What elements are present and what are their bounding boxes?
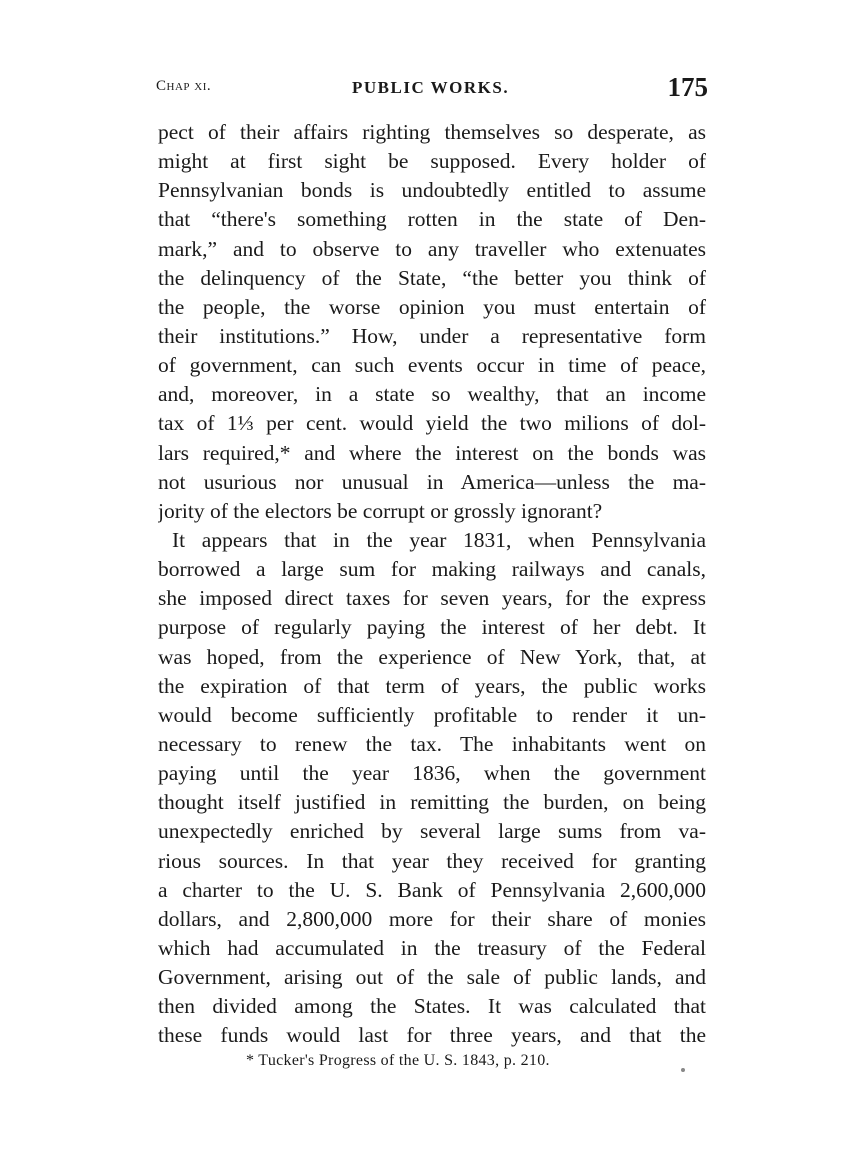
text-line: necessary to renew the tax. The inhabitants went on [158, 731, 706, 756]
chapter-label: Chap xi. [156, 78, 212, 94]
print-speck [681, 1068, 685, 1072]
text-line: she imposed direct taxes for seven years, for the express [158, 586, 706, 611]
body-text [158, 118, 706, 1051]
text-line: might at first sight be supposed. Every holder of [158, 149, 706, 174]
text-line: not usurious nor unusual in America—unless the ma- [158, 469, 706, 494]
running-title: PUBLIC WORKS. [352, 78, 510, 97]
text-line: their institutions.” How, under a representative form [158, 323, 706, 348]
text-line: the people, the worse opinion you must entertain of [158, 294, 706, 319]
text-line: the delinquency of the State, “the better you think of [158, 265, 706, 290]
text-line: that “there's something rotten in the state of Den- [158, 207, 706, 232]
text-line: pect of their affairs righting themselves so desperate, as [158, 120, 706, 144]
text-line: purpose of regularly paying the interest of her debt. It [158, 615, 706, 640]
text-line: and, moreover, in a state so wealthy, that an income [158, 382, 706, 407]
footnote: * Tucker's Progress of the U. S. 1843, p. 210. [246, 1052, 550, 1069]
text-line: unexpectedly enriched by several large sums from va- [158, 819, 706, 844]
text-line: Pennsylvanian bonds is undoubtedly entitled to assume [158, 178, 706, 203]
text-line: borrowed a large sum for making railways and canals, [158, 557, 706, 582]
text-line: paying until the year 1836, when the government [158, 761, 706, 786]
text-line: which had accumulated in the treasury of the Federal [158, 935, 706, 960]
text-line: Government, arising out of the sale of public lands, and [158, 965, 706, 990]
text-line: dollars, and 2,800,000 more for their share of monies [158, 906, 706, 931]
page-number: 175 [667, 72, 708, 102]
text-line: these funds would last for three years, and that the [158, 1023, 706, 1048]
text-line: thought itself justified in remitting the burden, on being [158, 790, 706, 815]
text-line: rious sources. In that year they received for granting [158, 848, 706, 873]
text-line: jority of the electors be corrupt or grossly ignorant? [158, 498, 603, 523]
text-line: would become sufficiently profitable to render it un- [158, 702, 706, 727]
text-line: lars required,* and where the interest on the bonds was [158, 440, 706, 465]
text-line: a charter to the U. S. Bank of Pennsylvania 2,600,000 [158, 877, 706, 902]
text-line: of government, can such events occur in time of peace, [158, 353, 706, 378]
text-line: then divided among the States. It was calculated that [158, 994, 706, 1019]
running-head [156, 72, 708, 106]
text-line: It appears that in the year 1831, when Pennsylvania [172, 527, 706, 552]
text-line: the expiration of that term of years, the public works [158, 673, 706, 698]
text-line: was hoped, from the experience of New York, that, at [158, 644, 706, 669]
text-line: tax of 1⅓ per cent. would yield the two milions of dol- [158, 411, 706, 436]
text-line: mark,” and to observe to any traveller who extenuates [158, 236, 706, 261]
